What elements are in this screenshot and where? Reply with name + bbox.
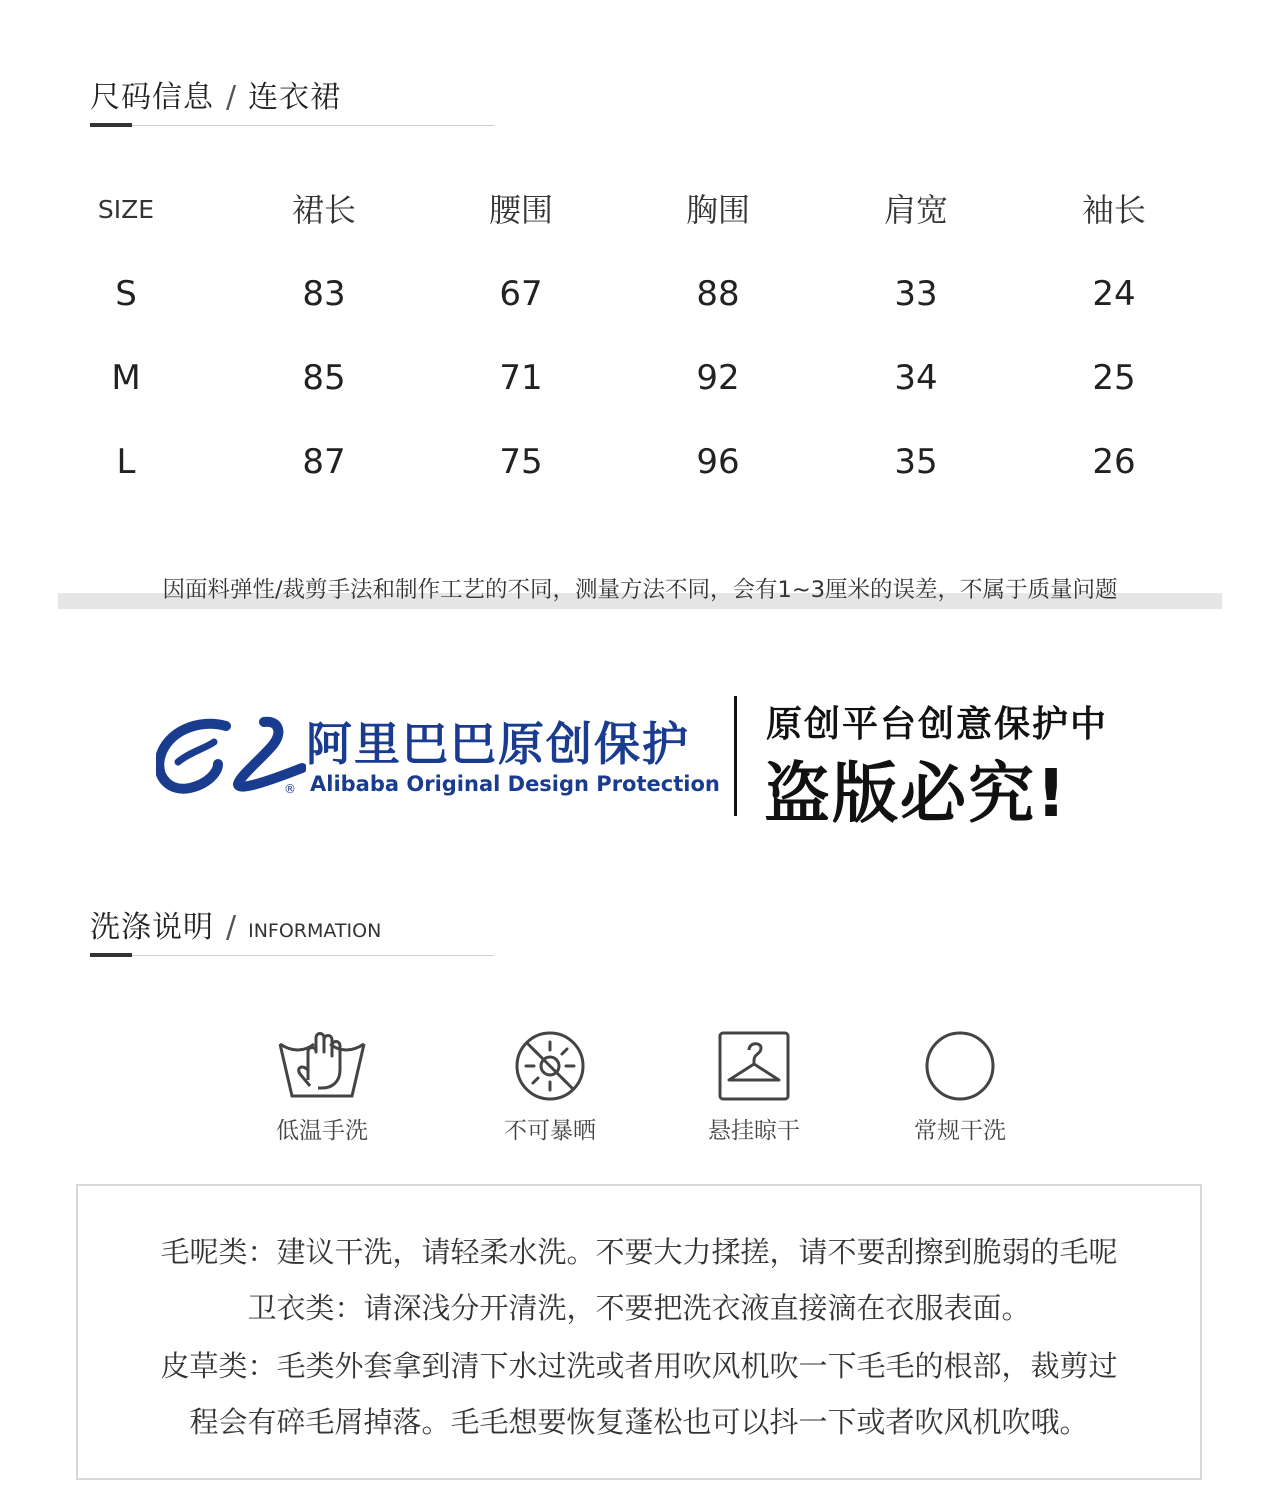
size-label-cell: L — [116, 442, 136, 482]
wash-section-rule — [90, 955, 494, 956]
size-value-cell: 35 — [894, 442, 938, 482]
care-instructions-box — [76, 1184, 1202, 1480]
protection-line: 原创平台创意保护中 — [766, 704, 1109, 745]
size-value-cell: 24 — [1092, 274, 1136, 314]
size-value-cell: 96 — [696, 442, 740, 482]
size-value-cell: 83 — [302, 274, 346, 314]
size-value-cell: 92 — [696, 358, 740, 398]
size-value-cell: 71 — [499, 358, 543, 398]
piracy-warning: 盗版必究! — [764, 755, 1069, 832]
wash-item-hang-dry — [674, 1030, 834, 1145]
care-line: 皮草类：毛类外套拿到清下水过洗或者用吹风机吹一下毛毛的根部，裁剪过 — [160, 1349, 1118, 1383]
size-header-cell: 裙长 — [291, 191, 356, 229]
table-row — [76, 348, 1216, 432]
size-value-cell: 88 — [696, 274, 740, 314]
size-header-cell: SIZE — [97, 195, 155, 224]
size-table-header-row — [76, 180, 1216, 264]
size-value-cell: 87 — [302, 442, 346, 482]
wash-section-slash: / — [226, 910, 237, 945]
table-row — [76, 264, 1216, 348]
size-section-title: 尺码信息 — [90, 80, 214, 115]
size-label-cell: S — [115, 274, 137, 314]
alibaba-brand-cn: 阿里巴巴原创保护 — [306, 717, 690, 771]
wash-label: 低温手洗 — [276, 1118, 368, 1144]
banner-divider — [734, 696, 737, 816]
size-value-cell: 85 — [302, 358, 346, 398]
no-sun-icon — [513, 1030, 587, 1102]
hand-wash-icon — [274, 1030, 370, 1102]
size-value-cell: 25 — [1092, 358, 1136, 398]
size-section-rule-accent — [90, 123, 132, 127]
table-row — [76, 432, 1216, 516]
hang-dry-icon — [717, 1030, 791, 1102]
wash-item-no-sun — [470, 1030, 630, 1145]
size-value-cell: 33 — [894, 274, 938, 314]
size-section-subtitle: 连衣裙 — [248, 80, 342, 115]
size-section-slash: / — [226, 80, 237, 115]
dry-clean-icon — [923, 1030, 997, 1102]
wash-label: 悬挂晾干 — [708, 1118, 800, 1144]
wash-section-header — [90, 906, 494, 956]
size-section-rule — [90, 125, 494, 126]
wash-item-dry-clean — [880, 1030, 1040, 1145]
size-header-cell: 袖长 — [1081, 191, 1146, 229]
alibaba-brand-en: Alibaba Original Design Protection — [310, 772, 720, 796]
care-line: 毛呢类：建议干洗，请轻柔水洗。不要大力揉搓，请不要刮擦到脆弱的毛呢 — [160, 1235, 1118, 1269]
wash-item-hand-wash — [242, 1030, 402, 1145]
wash-label: 常规干洗 — [914, 1118, 1006, 1144]
registered-mark: ® — [284, 782, 296, 796]
wash-section-rule-accent — [90, 953, 132, 957]
size-value-cell: 26 — [1092, 442, 1136, 482]
care-line: 卫衣类：请深浅分开清洗，不要把洗衣液直接滴在衣服表面。 — [247, 1291, 1031, 1325]
measurement-note: 因面料弹性/裁剪手法和制作工艺的不同，测量方法不同，会有1~3厘米的误差，不属于质量问题 — [162, 577, 1118, 603]
size-table — [76, 180, 1216, 516]
size-section-header — [90, 76, 494, 126]
size-value-cell: 67 — [499, 274, 543, 314]
wash-label: 不可暴晒 — [504, 1118, 596, 1144]
size-label-cell: M — [111, 358, 141, 398]
size-value-cell: 75 — [499, 442, 543, 482]
wash-section-title: 洗涤说明 — [90, 910, 214, 945]
wash-section-subtitle: INFORMATION — [248, 920, 382, 942]
size-header-cell: 腰围 — [488, 191, 553, 229]
care-line: 程会有碎毛屑掉落。毛毛想要恢复蓬松也可以抖一下或者吹风机吹哦。 — [189, 1405, 1089, 1439]
size-header-cell: 肩宽 — [883, 191, 948, 229]
size-value-cell: 34 — [894, 358, 938, 398]
size-header-cell: 胸围 — [685, 191, 750, 229]
